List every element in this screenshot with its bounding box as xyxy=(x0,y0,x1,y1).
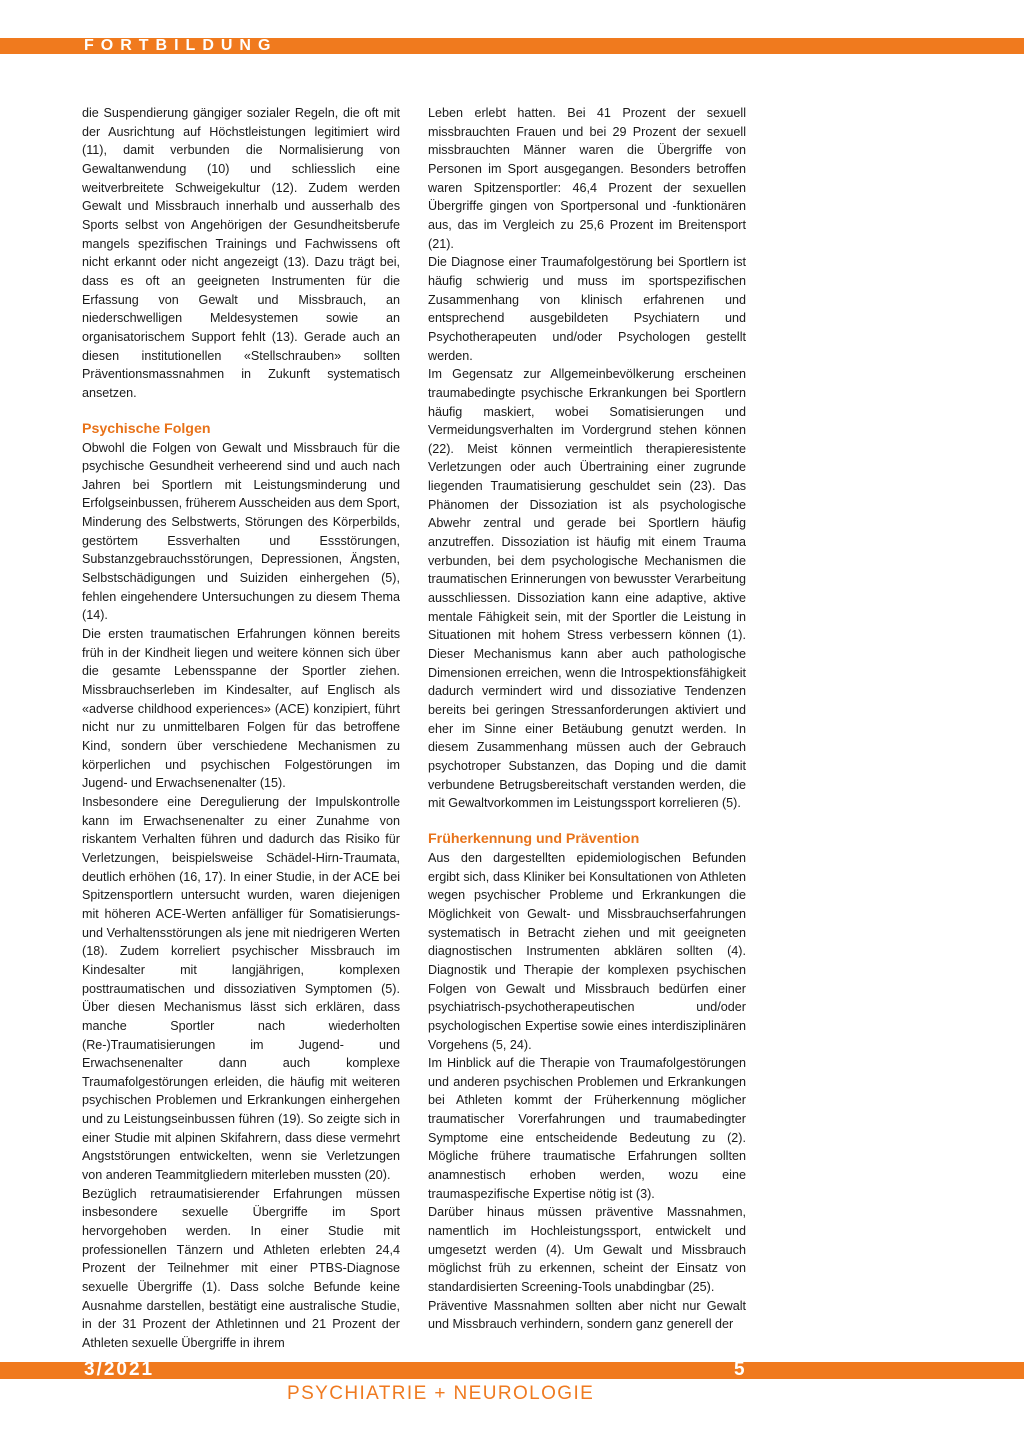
right-column xyxy=(428,104,746,1334)
paragraph: Die ersten traumatischen Erfahrungen können bereits früh in der Kindheit liegen und weitere können sich über die gesamte Lebensspanne der Sportler ziehen. Missbrauchserleben im Kindesalter, auf Englisch als «adverse childhood experiences» (ACE) konzipiert, führt nicht nur zu unmittelbaren Folgen für das betroffene Kind, sondern über verschiedene Mechanismen zu körperlichen und psychischen Folgestörungen im Jugend- und Erwachsenenalter (15). xyxy=(82,627,400,791)
section-heading: Psychische Folgen xyxy=(82,420,211,437)
paragraph: die Suspendierung gängiger sozialer Regeln, die oft mit der Ausrichtung auf Höchstleistungen legitimiert wird (11), damit verbunden die Normalisierung von Gewaltanwendung (10) und schliesslich eine weitverbreitete Schweigekultur (12). Zudem werden Gewalt und Missbrauch innerhalb und ausserhalb des Sports selbst von Angehörigen der Gesundheitsberufe mangels spezifischen Trainings und Fachwissens oft nicht erkannt oder nicht angezeigt (13). Dazu trägt bei, dass es oft an geeigneten Instrumenten für die Erfassung von Gewalt und Missbrauch, an niederschwelligen Meldesystemen sowie an organisatorischem Support fehlt (13). Gerade auch an diesen institutionellen «Stellschrauben» sollten Präventionsmassnahmen in Zukunft systematisch ansetzen. xyxy=(82,106,400,400)
paragraph: Darüber hinaus müssen präventive Massnahmen, namentlich im Hochleistungssport, entwickelt und umgesetzt werden (4). Um Gewalt und Missbrauch möglichst früh zu erkennen, scheint der Einsatz von standardisierten Screening-Tools unabdingbar (25). xyxy=(428,1205,746,1295)
paragraph: Aus den dargestellten epidemiologischen Befunden ergibt sich, dass Kliniker bei Konsultationen von Athleten wegen psychischer Probleme und Erkrankungen die Möglichkeit von Gewalt- und Missbrauchserfahrungen systematisch in Betracht ziehen und mit geeigneten diagnostischen Instrumenten abklären sollten (4). Diagnostik und Therapie der komplexen psychischen Folgen von Gewalt und Missbrauch bedürfen einer psychiatrisch-psychotherapeutischen und/oder psychologischen Expertise sowie eines interdisziplinären Vorgehens (5, 24). xyxy=(428,850,746,1052)
paragraph: Die Diagnose einer Traumafolgestörung bei Sportlern ist häufig schwierig und muss im sportspezifischen Zusammenhang von klinisch erfahrenen und entsprechend ausgebildeten Psychiatern und Psychotherapeuten und/oder Psychologen gestellt werden. xyxy=(428,255,746,363)
paragraph: Im Hinblick auf die Therapie von Traumafolgestörungen und anderen psychischen Problemen und Erkrankungen bei Athleten kommt der Früherkennung möglicher traumatischer Vorerfahrungen und traumabedingter Symptome eine entscheidende Bedeutung zu (2). Mögliche frühere traumatische Erfahrungen sollten anamnestisch erhoben werden, wozu eine traumaspezifische Expertise nötig ist (3). xyxy=(428,1056,746,1201)
paragraph: Im Gegensatz zur Allgemeinbevölkerung erscheinen traumabedingte psychische Erkrankungen bei Sportlern häufig maskiert, wobei Somatisierungen und Vermeidungsverhalten im Vordergrund stehen können (22). Meist können vermeintlich therapieresistente Verletzungen oder auch Übertraining einer zugrunde liegenden Traumatisierung geschuldet sein (23). Das Phänomen der Dissoziation ist als psychologische Abwehr zentral und gerade bei Sportlern häufig anzutreffen. Dissoziation ist häufig mit einem Trauma verbunden, bei dem psychologische Mechanismen die traumatischen Erinnerungen von bewusster Verarbeitung ausschliessen. Dissoziation kann eine adaptive, aktive mentale Fähigkeit sein, mit der Sportler die Leistung in Situationen mit hohem Stress verbessern können (1). Dieser Mechanismus kann aber auch pathologische Dimensionen erreichen, wenn die Introspektionsfähigkeit dadurch vermindert wird und dissoziative Tendenzen bereits bei geringen Stressanforderungen aktiviert und eher im Sinne einer Betäubung genutzt werden. In diesem Zusammenhang müssen auch der Gebrauch psychotroper Substanzen, das Doping und die damit verbundene Betrugsbereitschaft verstanden werden, die mit Gewaltvorkommen im Leistungssport korrelieren (5). xyxy=(428,367,746,811)
paragraph: Bezüglich retraumatisierender Erfahrungen müssen insbesondere sexuelle Übergriffe im Sport hervorgehoben werden. In einer Studie mit professionellen Tänzern und Athleten erlebten 24,4 Prozent der Teilnehmer mit einer PTBS-Diagnose sexuelle Übergriffe (1). Dass solche Befunde keine Ausnahme darstellen, bestätigt eine australische Studie, in der 31 Prozent der Athletinnen und 21 Prozent der Athleten sexuelle Übergriffe in ihrem xyxy=(82,1186,400,1350)
paragraph: Präventive Massnahmen sollten aber nicht nur Gewalt und Missbrauch verhindern, sondern ganz generell der xyxy=(428,1298,746,1332)
paragraph: Leben erlebt hatten. Bei 41 Prozent der sexuell missbrauchten Frauen und bei 29 Prozent der sexuell missbrauchten Männer waren die Übergriffe von Personen im Sport ausgegangen. Besonders betroffen waren Spitzensportler: 46,4 Prozent der sexuellen Übergriffe gingen von Sportpersonal und -funktionären aus, das im Vergleich zu 25,6 Prozent im Breitensport (21). xyxy=(428,106,746,251)
section-label: FORTBILDUNG xyxy=(84,37,278,54)
paragraph: Insbesondere eine Deregulierung der Impulskontrolle kann im Erwachsenenalter zu einer Zunahme von riskantem Verhalten führen und dadurch das Risiko für Verletzungen, beispielsweise Schädel-Hirn-Traumata, deutlich erhöhen (16, 17). In einer Studie, in der ACE bei Spitzensportlern untersucht wurden, waren diejenigen mit höheren ACE-Werten anfälliger für Somatisierungs- und Verhaltensstörungen als jene mit niedrigeren Werten (18). Zudem korreliert psychischer Missbrauch im Kindesalter mit langjährigen, komplexen posttraumatischen und dissoziativen Symptomen (5). Über diesen Mechanismus lässt sich erklären, dass manche Sportler nach wiederholten (Re-)Traumatisierungen im Jugend- und Erwachsenenalter dann auch komplexe Traumafolgestörungen erleiden, die häufig mit weiteren psychischen Problemen und Erkrankungen einhergehen und zu Leistungseinbussen führen (19). So zeigte sich in einer Studie mit alpinen Skifahrern, dass diese vermehrt Angststörungen entwickelten, wenn sie Verletzungen von anderen Teammitgliedern miterleben mussten (20). xyxy=(82,794,400,1183)
page-number: 5 xyxy=(734,1359,745,1380)
paragraph: Obwohl die Folgen von Gewalt und Missbrauch für die psychische Gesundheit verheerend sind und auch nach Jahren bei Sportlern mit Leistungsminderung und Erfolgseinbussen, früherem Ausscheiden aus dem Sport, Minderung des Selbstwerts, Störungen des Körperbilds, gestörtem Essverhalten und Essstörungen, Substanzgebrauchsstörungen, Depressionen, Ängsten, Selbstschädigungen und Suiziden einhergehen (5), fehlen eingehendere Untersuchungen zu diesem Thema (14). xyxy=(82,440,400,623)
journal-title: PSYCHIATRIE + NEUROLOGIE xyxy=(287,1383,595,1404)
issue-number: 3/2021 xyxy=(84,1359,155,1380)
left-column xyxy=(82,104,400,1353)
section-heading: Früherkennung und Prävention xyxy=(428,830,640,847)
